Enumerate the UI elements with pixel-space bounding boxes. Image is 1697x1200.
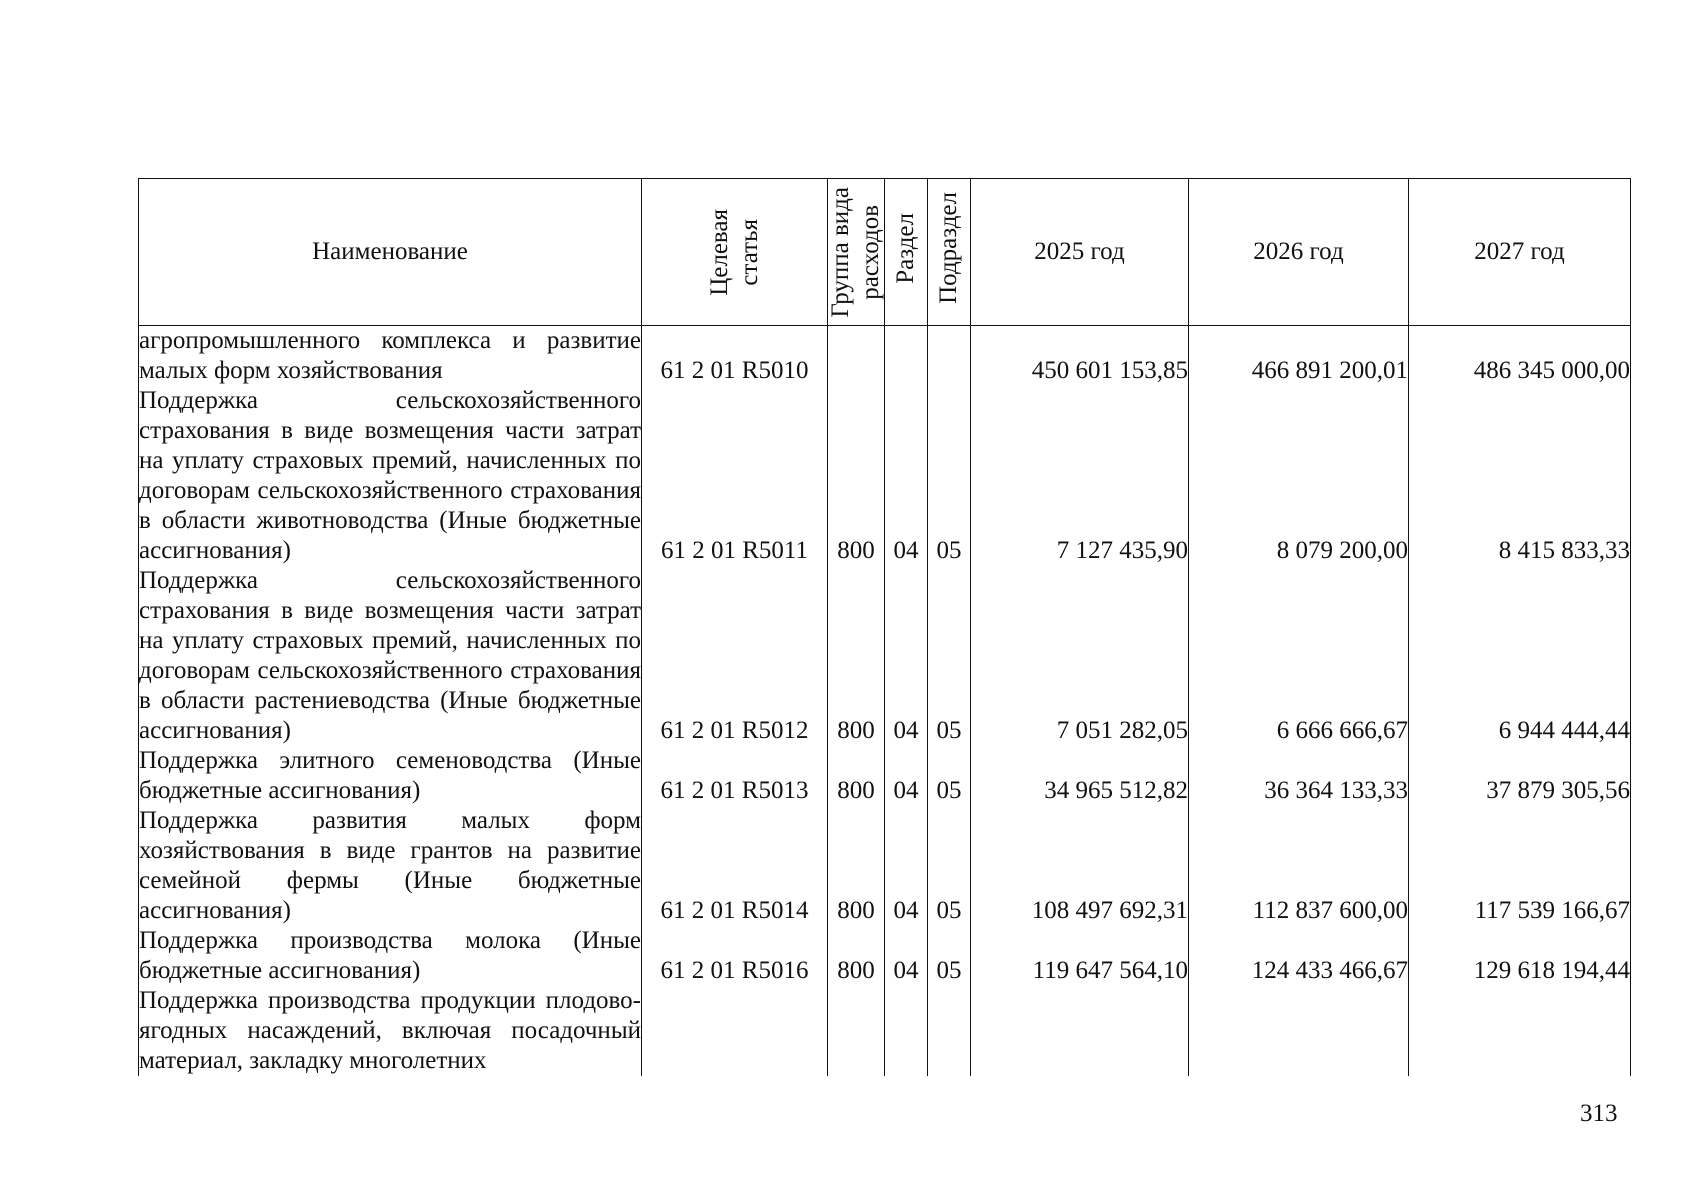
- header-group-line2: расходов: [857, 204, 884, 300]
- header-target-line1: Целевая: [705, 208, 733, 296]
- row-section: 04: [885, 806, 928, 926]
- row-2025: 7 051 282,05: [971, 566, 1189, 746]
- row-section: 04: [885, 746, 928, 806]
- row-2025: 34 965 512,82: [971, 746, 1189, 806]
- row-2025: 7 127 435,90: [971, 386, 1189, 566]
- row-group: [828, 986, 885, 1076]
- table-row: [139, 386, 1631, 566]
- table-row: [139, 566, 1631, 746]
- row-group: 800: [828, 806, 885, 926]
- row-2025: 108 497 692,31: [971, 806, 1189, 926]
- row-section: [885, 986, 928, 1076]
- row-name: Поддержка элитного семеноводства (Иные бюджетные ассигнования): [139, 747, 641, 804]
- row-code: [642, 986, 828, 1076]
- table-row: [139, 926, 1631, 986]
- row-group: 800: [828, 566, 885, 746]
- row-2025: 450 601 153,85: [971, 326, 1189, 387]
- page-number: 313: [1580, 1100, 1618, 1127]
- row-2027: 6 944 444,44: [1409, 566, 1631, 746]
- row-name: агропромышленного комплекса и развитие малых форм хозяйствования: [139, 327, 641, 384]
- row-section: 04: [885, 386, 928, 566]
- row-name: Поддержка производства продукции плодово-ягодных насаждений, включая посадочный материал, закладку многолетних: [139, 987, 641, 1074]
- row-section: 04: [885, 566, 928, 746]
- budget-table: [138, 178, 1631, 1076]
- row-2027: 486 345 000,00: [1409, 326, 1631, 387]
- header-section: [885, 179, 928, 326]
- header-name: Наименование: [139, 179, 642, 326]
- row-2026: 124 433 466,67: [1189, 926, 1409, 986]
- row-2027: 37 879 305,56: [1409, 746, 1631, 806]
- header-target-line2: статья: [735, 218, 763, 286]
- row-name: Поддержка сельскохозяйственного страхования в виде возмещения части затрат на уплату страховых премий, начисленных по договорам сельскохозяйственного страхования в области животноводства (Иные бюджетные ассигнования): [139, 387, 641, 564]
- table-row: [139, 986, 1631, 1076]
- row-subsection: 05: [928, 806, 971, 926]
- row-2026: 466 891 200,01: [1189, 326, 1409, 387]
- row-subsection: 05: [928, 566, 971, 746]
- row-code: 61 2 01 R5013: [642, 746, 828, 806]
- header-2025: 2025 год: [971, 179, 1189, 326]
- header-subsection: [928, 179, 971, 326]
- row-2027: 117 539 166,67: [1409, 806, 1631, 926]
- row-name: Поддержка сельскохозяйственного страхования в виде возмещения части затрат на уплату страховых премий, начисленных по договорам сельскохозяйственного страхования в области растениеводства (Иные бюджетные ассигнования): [139, 567, 641, 744]
- row-subsection: 05: [928, 746, 971, 806]
- row-code: 61 2 01 R5012: [642, 566, 828, 746]
- row-subsection: 05: [928, 386, 971, 566]
- row-2027: [1409, 986, 1631, 1076]
- row-section: 04: [885, 926, 928, 986]
- row-2025: 119 647 564,10: [971, 926, 1189, 986]
- header-target-article: [642, 179, 828, 326]
- header-2026: 2026 год: [1189, 179, 1409, 326]
- table-row: [139, 746, 1631, 806]
- header-section-label: Раздел: [892, 212, 919, 284]
- row-subsection: [928, 986, 971, 1076]
- row-code: 61 2 01 R5010: [642, 326, 828, 387]
- row-group: [828, 326, 885, 387]
- row-2026: 6 666 666,67: [1189, 566, 1409, 746]
- row-subsection: 05: [928, 926, 971, 986]
- table-header-row: [139, 179, 1631, 326]
- row-name: Поддержка развития малых форм хозяйствования в виде грантов на развитие семейной фермы (Иные бюджетные ассигнования): [139, 807, 641, 924]
- table-row: [139, 806, 1631, 926]
- row-2025: [971, 986, 1189, 1076]
- header-2027: 2027 год: [1409, 179, 1631, 326]
- header-group-line1: Группа вида: [827, 186, 854, 318]
- row-name: Поддержка производства молока (Иные бюджетные ассигнования): [139, 927, 641, 984]
- row-2026: 112 837 600,00: [1189, 806, 1409, 926]
- row-2027: 129 618 194,44: [1409, 926, 1631, 986]
- row-code: 61 2 01 R5014: [642, 806, 828, 926]
- table-row: [139, 326, 1631, 387]
- row-code: 61 2 01 R5016: [642, 926, 828, 986]
- row-subsection: [928, 326, 971, 387]
- header-subsection-label: Подраздел: [935, 192, 962, 304]
- row-2026: 36 364 133,33: [1189, 746, 1409, 806]
- row-group: 800: [828, 746, 885, 806]
- row-group: 800: [828, 926, 885, 986]
- row-code: 61 2 01 R5011: [642, 386, 828, 566]
- row-2026: [1189, 986, 1409, 1076]
- row-section: [885, 326, 928, 387]
- row-2026: 8 079 200,00: [1189, 386, 1409, 566]
- row-group: 800: [828, 386, 885, 566]
- row-2027: 8 415 833,33: [1409, 386, 1631, 566]
- header-expense-group: [828, 179, 885, 326]
